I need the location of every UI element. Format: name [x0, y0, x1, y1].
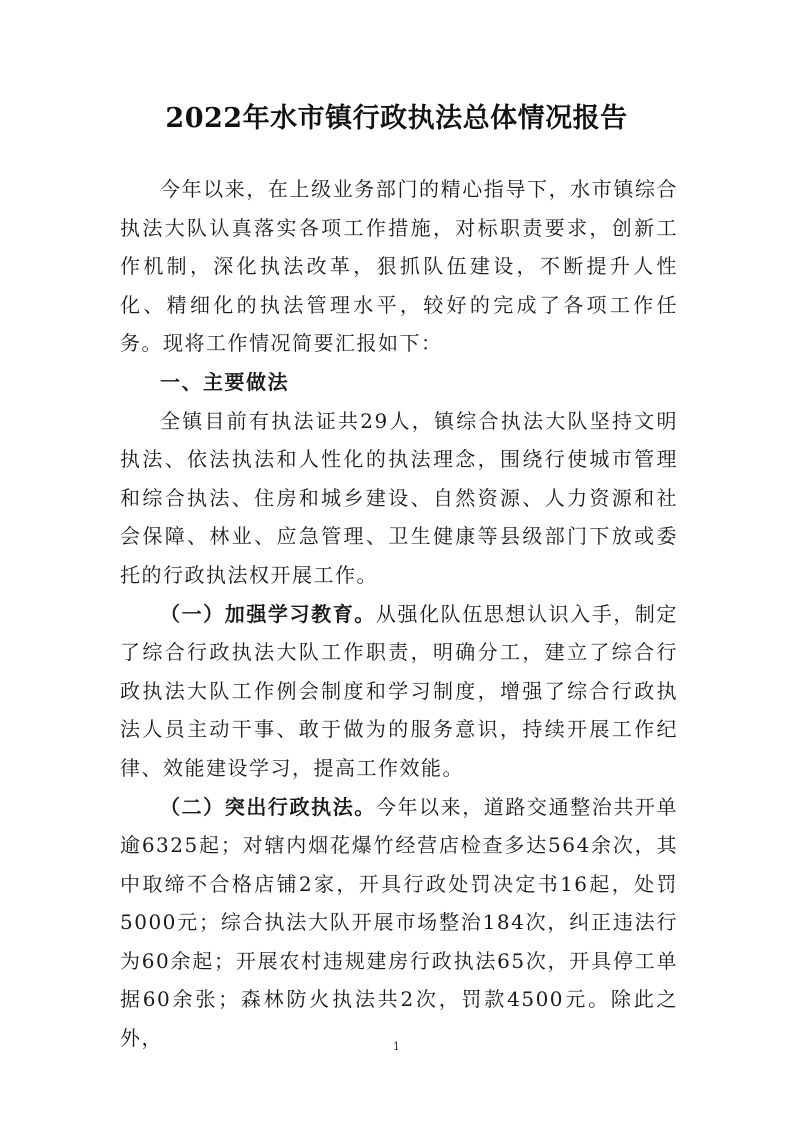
document-title: 2022年水市镇行政执法总体情况报告	[165, 103, 628, 134]
section-heading: 一、主要做法	[160, 369, 289, 394]
item-text: 从强化队伍思想认识入手，制定了综合行政执法大队工作职责，明确分工，建立了综合行政执法大队工作例会制度和学习制度，增强了综合行政执法人员主动干事、敢于做为的服务意识，持续开展工作纪律、效能建设学习，提高工作效能。	[120, 601, 679, 780]
item-lead: （二）突出行政执法。	[160, 794, 376, 819]
section-paragraph: 全镇目前有执法证共29人，镇综合执法大队坚持文明执法、依法执法和人性化的执法理念，围绕行使城市管理和综合执法、住房和城乡建设、自然资源、人力资源和社会保障、林业、应急管理、卫生健康等县级部门下放或委托的行政执法权开展工作。	[120, 408, 678, 587]
item-text: 今年以来，道路交通整治共开单逾6325起；对辖内烟花爆竹经营店检查多达564余次，其中取缔不合格店铺2家，开具行政处罚决定书16起，处罚5000元；综合执法大队开展市场整治184次，纠正违法行为60余起；开展农村违规建房行政执法65次，开具停工单据60余张；森林防火执法共2次，罚款4500元。除此之外，	[120, 794, 679, 1051]
page-number: 1	[393, 1040, 400, 1053]
item-lead: （一）加强学习教育。	[160, 601, 376, 626]
intro-paragraph: 今年以来，在上级业务部门的精心指导下，水市镇综合执法大队认真落实各项工作措施，对标职责要求，创新工作机制，深化执法改革，狠抓队伍建设，不断提升人性化、精细化的执法管理水平，较好的完成了各项工作任务。现将工作情况简要汇报如下：	[120, 177, 678, 356]
item-paragraph	[120, 788, 678, 1058]
item-paragraph	[120, 595, 678, 788]
document-body	[120, 170, 678, 1058]
